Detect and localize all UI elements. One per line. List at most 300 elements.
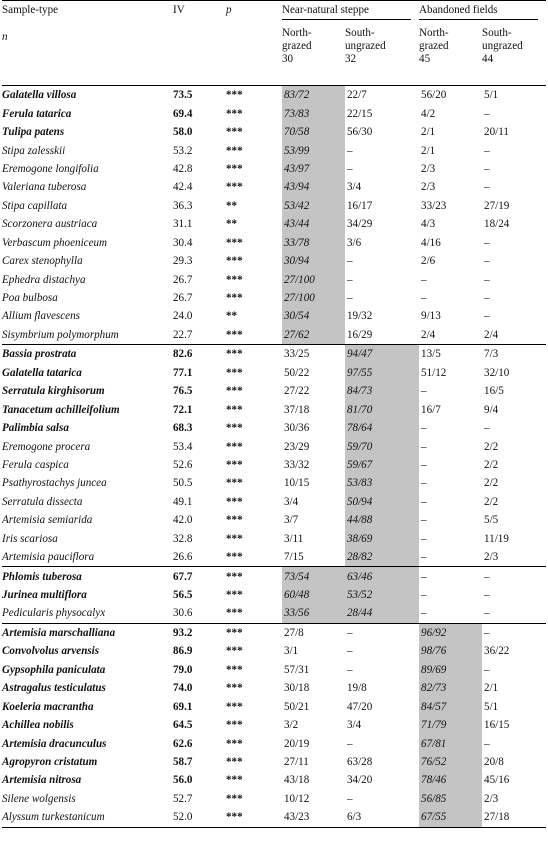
- cell-north-grazed-fields: –: [421, 532, 427, 545]
- header-col-north-grazed-fields: [419, 23, 482, 86]
- cell-south-ungrazed-fields: –: [484, 162, 490, 175]
- cell-south-ungrazed-steppe: –: [347, 792, 353, 805]
- table-row: [2, 270, 546, 288]
- species-name: Alyssum turkestanicum: [2, 811, 105, 824]
- cell-south-ungrazed-fields: 16/15: [484, 719, 510, 732]
- cell-north-grazed-steppe: 27/62: [282, 326, 345, 345]
- cell-south-ungrazed-steppe: –: [347, 273, 353, 286]
- species-name: Gypsophila paniculata: [2, 663, 106, 676]
- cell-south-ungrazed-fields: –: [484, 607, 490, 620]
- species-name: Tanacetum achilleifolium: [2, 403, 120, 416]
- table-body: [2, 86, 546, 828]
- cell-north-grazed-fields: –: [421, 495, 427, 508]
- indicator-value: 29.3: [173, 255, 193, 268]
- p-significance: ***: [226, 792, 243, 805]
- cell-north-grazed-fields: 56/85: [419, 790, 482, 808]
- species-name: Carex stenophylla: [2, 255, 83, 268]
- cell-north-grazed-fields: 76/52: [419, 753, 482, 771]
- cell-north-grazed-steppe: 83/72: [282, 86, 345, 105]
- indicator-species-table-container: [2, 0, 546, 828]
- cell-north-grazed-steppe: 57/31: [284, 663, 310, 676]
- species-name: Phlomis tuberosa: [2, 570, 82, 583]
- table-row: [2, 808, 546, 827]
- species-name: Pedicularis physocalyx: [2, 607, 106, 620]
- cell-north-grazed-fields: 89/69: [419, 661, 482, 679]
- col-su-line1: South-: [345, 27, 375, 39]
- cell-north-grazed-fields: –: [421, 422, 427, 435]
- cell-north-grazed-fields: 71/79: [419, 716, 482, 734]
- indicator-value: 22.7: [173, 328, 193, 341]
- indicator-value: 68.3: [173, 422, 193, 435]
- indicator-value: 72.1: [173, 403, 193, 416]
- p-significance: ***: [226, 719, 243, 732]
- p-significance: ***: [226, 645, 243, 658]
- cell-south-ungrazed-fields: –: [484, 310, 490, 323]
- cell-south-ungrazed-fields: 45/16: [484, 774, 510, 787]
- species-name: Poa bulbosa: [2, 292, 58, 305]
- col-an-n: 45: [419, 53, 431, 65]
- species-name: Eremogone longifolia: [2, 162, 99, 175]
- col-an-line1: North-: [419, 27, 449, 39]
- species-name: Galatella villosa: [2, 89, 77, 102]
- cell-south-ungrazed-fields: 11/19: [484, 532, 509, 545]
- table-row: [2, 141, 546, 159]
- cell-north-grazed-fields: 4/16: [421, 236, 441, 249]
- cell-north-grazed-steppe: 43/18: [284, 774, 310, 787]
- cell-north-grazed-steppe: 50/21: [284, 700, 310, 713]
- indicator-value: 42.8: [173, 162, 193, 175]
- header-group2-label: Abandoned fields: [419, 4, 538, 20]
- cell-south-ungrazed-fields: 36/22: [484, 645, 510, 658]
- cell-north-grazed-fields: 96/92: [419, 623, 482, 642]
- table-row: [2, 437, 546, 455]
- col-as-line2: ungrazed: [482, 40, 523, 52]
- cell-north-grazed-fields: –: [421, 607, 427, 620]
- table-row: [2, 511, 546, 529]
- col-ng-line2: grazed: [282, 40, 312, 52]
- cell-south-ungrazed-fields: –: [484, 589, 490, 602]
- cell-south-ungrazed-steppe: 28/44: [345, 604, 419, 623]
- cell-south-ungrazed-fields: –: [484, 422, 490, 435]
- cell-north-grazed-steppe: 27/100: [282, 270, 345, 288]
- col-as-n: 44: [482, 53, 494, 65]
- cell-south-ungrazed-fields: –: [484, 626, 490, 639]
- species-name: Tulipa patens: [2, 126, 65, 139]
- table-row: [2, 400, 546, 418]
- table-row: [2, 289, 546, 307]
- cell-north-grazed-fields: 51/12: [421, 366, 447, 379]
- cell-south-ungrazed-steppe: 47/20: [347, 700, 373, 713]
- cell-south-ungrazed-fields: –: [484, 255, 490, 268]
- indicator-value: 73.5: [173, 89, 193, 102]
- indicator-value: 76.5: [173, 385, 193, 398]
- indicator-value: 52.7: [173, 792, 193, 805]
- table-row: [2, 197, 546, 215]
- species-name: Serratula dissecta: [2, 495, 83, 508]
- indicator-value: 56.5: [173, 589, 193, 602]
- p-significance: ***: [226, 774, 243, 787]
- indicator-value: 30.4: [173, 236, 193, 249]
- col-su-n: 32: [345, 53, 357, 65]
- cell-south-ungrazed-steppe: 44/88: [345, 511, 419, 529]
- cell-south-ungrazed-fields: –: [484, 144, 490, 157]
- cell-south-ungrazed-steppe: –: [347, 162, 353, 175]
- indicator-value: 53.2: [173, 144, 193, 157]
- species-name: Galatella tatarica: [2, 366, 82, 379]
- p-significance: ***: [226, 385, 243, 398]
- p-significance: ***: [226, 403, 243, 416]
- cell-south-ungrazed-steppe: 16/17: [347, 199, 373, 212]
- cell-south-ungrazed-steppe: 50/94: [345, 493, 419, 511]
- indicator-value: 86.9: [173, 645, 193, 658]
- indicator-value: 49.1: [173, 495, 193, 508]
- cell-south-ungrazed-fields: 27/18: [484, 811, 510, 824]
- table-row: [2, 567, 546, 586]
- cell-south-ungrazed-fields: –: [484, 292, 490, 305]
- cell-south-ungrazed-fields: 5/1: [484, 700, 499, 713]
- cell-south-ungrazed-steppe: 6/3: [347, 811, 362, 824]
- cell-north-grazed-fields: 4/3: [421, 218, 436, 231]
- table-row: [2, 679, 546, 697]
- species-name: Stipa capillata: [2, 199, 68, 212]
- species-name: Silene wolgensis: [2, 792, 76, 805]
- col-ng-n: 30: [282, 53, 294, 65]
- cell-south-ungrazed-steppe: 16/29: [347, 328, 373, 341]
- cell-north-grazed-fields: 2/1: [421, 144, 436, 157]
- p-significance: ***: [226, 348, 243, 361]
- cell-north-grazed-steppe: 3/7: [284, 514, 299, 527]
- cell-south-ungrazed-fields: 32/10: [484, 366, 510, 379]
- indicator-value: 79.0: [173, 663, 193, 676]
- p-significance: ***: [226, 663, 243, 676]
- table-row: [2, 104, 546, 122]
- table-row: [2, 493, 546, 511]
- cell-north-grazed-fields: 56/20: [421, 89, 447, 102]
- indicator-value: 26.7: [173, 273, 193, 286]
- cell-south-ungrazed-steppe: 19/8: [347, 682, 367, 695]
- p-significance: ***: [226, 440, 243, 453]
- cell-south-ungrazed-steppe: 3/6: [347, 236, 362, 249]
- p-significance: ***: [226, 626, 243, 639]
- table-row: [2, 419, 546, 437]
- species-name: Sisymbrium polymorphum: [2, 328, 119, 341]
- table-row: [2, 716, 546, 734]
- indicator-value: 62.6: [173, 737, 193, 750]
- cell-north-grazed-steppe: 30/36: [284, 422, 310, 435]
- p-significance: ***: [226, 570, 243, 583]
- table-row: [2, 456, 546, 474]
- cell-north-grazed-steppe: 30/94: [282, 252, 345, 270]
- table-row: [2, 734, 546, 752]
- table-row: [2, 642, 546, 660]
- table-row: [2, 364, 546, 382]
- header-col-north-grazed-steppe: [282, 23, 345, 86]
- indicator-value: 42.0: [173, 514, 193, 527]
- table-row: [2, 345, 546, 364]
- cell-south-ungrazed-fields: 18/24: [484, 218, 510, 231]
- indicator-value: 58.0: [173, 126, 193, 139]
- p-significance: ***: [226, 682, 243, 695]
- indicator-value: 56.0: [173, 774, 193, 787]
- species-name: Koeleria macrantha: [2, 700, 94, 713]
- cell-north-grazed-fields: –: [421, 551, 427, 564]
- cell-north-grazed-fields: 9/13: [421, 310, 441, 323]
- cell-north-grazed-steppe: 27/100: [282, 289, 345, 307]
- species-name: Verbascum phoeniceum: [2, 236, 108, 249]
- cell-south-ungrazed-steppe: –: [347, 626, 353, 639]
- indicator-value: 93.2: [173, 626, 193, 639]
- p-significance: ***: [226, 328, 243, 341]
- cell-south-ungrazed-steppe: 81/70: [345, 400, 419, 418]
- cell-north-grazed-steppe: 27/11: [284, 755, 309, 768]
- cell-north-grazed-fields: 16/7: [421, 403, 441, 416]
- indicator-value: 26.7: [173, 292, 193, 305]
- cell-south-ungrazed-fields: –: [484, 181, 490, 194]
- cell-south-ungrazed-steppe: 19/32: [347, 310, 373, 323]
- p-significance: ***: [226, 811, 243, 824]
- species-name: Ephedra distachya: [2, 273, 86, 286]
- cell-south-ungrazed-steppe: 56/30: [347, 126, 373, 139]
- table-row: [2, 790, 546, 808]
- indicator-value: 50.5: [173, 477, 193, 490]
- cell-south-ungrazed-steppe: –: [347, 292, 353, 305]
- indicator-value: 32.8: [173, 532, 193, 545]
- p-significance: ***: [226, 607, 243, 620]
- species-name: Stipa zalesskii: [2, 144, 66, 157]
- species-name: Eremogone procera: [2, 440, 91, 453]
- cell-north-grazed-fields: 2/1: [421, 126, 436, 139]
- cell-north-grazed-fields: 98/76: [419, 642, 482, 660]
- indicator-value: 58.7: [173, 755, 193, 768]
- table-row: [2, 530, 546, 548]
- cell-north-grazed-steppe: 43/94: [282, 178, 345, 196]
- species-name: Convolvolus arvensis: [2, 645, 100, 658]
- cell-north-grazed-steppe: 3/11: [284, 532, 304, 545]
- indicator-value: 52.6: [173, 458, 193, 471]
- p-significance: ***: [226, 755, 243, 768]
- cell-north-grazed-fields: –: [421, 477, 427, 490]
- cell-north-grazed-fields: 4/2: [421, 107, 436, 120]
- indicator-value: 52.0: [173, 811, 193, 824]
- cell-north-grazed-steppe: 10/15: [284, 477, 310, 490]
- cell-north-grazed-fields: –: [421, 292, 427, 305]
- p-significance: ***: [226, 273, 243, 286]
- cell-south-ungrazed-fields: 9/4: [484, 403, 499, 416]
- cell-south-ungrazed-fields: –: [484, 273, 490, 286]
- cell-north-grazed-steppe: 53/42: [282, 197, 345, 215]
- cell-south-ungrazed-steppe: 63/46: [345, 567, 419, 586]
- table-row: [2, 178, 546, 196]
- p-significance: ***: [226, 458, 243, 471]
- cell-south-ungrazed-steppe: –: [347, 255, 353, 268]
- cell-north-grazed-steppe: 30/54: [282, 307, 345, 325]
- table-row: [2, 474, 546, 492]
- cell-north-grazed-fields: –: [421, 514, 427, 527]
- p-significance: ***: [226, 532, 243, 545]
- p-significance: ***: [226, 366, 243, 379]
- cell-north-grazed-steppe: 43/23: [284, 811, 310, 824]
- p-significance: ***: [226, 737, 243, 750]
- cell-north-grazed-steppe: 70/58: [282, 123, 345, 141]
- table-row: [2, 215, 546, 233]
- p-significance: ***: [226, 236, 243, 249]
- cell-south-ungrazed-fields: 20/11: [484, 126, 509, 139]
- cell-south-ungrazed-steppe: 94/47: [345, 345, 419, 364]
- species-name: Artemisia nitrosa: [2, 774, 82, 787]
- species-name: Palimbia salsa: [2, 422, 69, 435]
- cell-south-ungrazed-steppe: 3/4: [347, 719, 362, 732]
- cell-south-ungrazed-fields: 2/4: [484, 328, 499, 341]
- header-n: n: [2, 31, 8, 43]
- header-empty-p: [226, 23, 282, 86]
- cell-north-grazed-steppe: 53/99: [282, 141, 345, 159]
- table-row: [2, 123, 546, 141]
- cell-north-grazed-steppe: 37/18: [284, 403, 310, 416]
- cell-north-grazed-steppe: 33/32: [284, 458, 310, 471]
- cell-north-grazed-steppe: 27/22: [284, 385, 310, 398]
- indicator-value: 24.0: [173, 310, 193, 323]
- cell-north-grazed-steppe: 60/48: [282, 586, 345, 604]
- cell-north-grazed-steppe: 33/56: [282, 604, 345, 623]
- table-row: [2, 753, 546, 771]
- cell-north-grazed-fields: 78/46: [419, 771, 482, 789]
- col-su-line2: ungrazed: [345, 40, 386, 52]
- cell-south-ungrazed-steppe: 63/28: [347, 755, 373, 768]
- p-significance: **: [226, 218, 238, 231]
- header-col-south-ungrazed-steppe: [345, 23, 419, 86]
- species-name: Artemisia dracunculus: [2, 737, 107, 750]
- p-significance: ***: [226, 292, 243, 305]
- p-significance: ***: [226, 477, 243, 490]
- cell-south-ungrazed-steppe: –: [347, 645, 353, 658]
- indicator-value: 69.4: [173, 107, 193, 120]
- p-significance: ***: [226, 700, 243, 713]
- cell-north-grazed-steppe: 50/22: [284, 366, 310, 379]
- p-significance: ***: [226, 495, 243, 508]
- species-name: Valeriana tuberosa: [2, 181, 87, 194]
- indicator-value: 36.3: [173, 199, 193, 212]
- cell-south-ungrazed-fields: –: [484, 663, 490, 676]
- cell-south-ungrazed-fields: 2/2: [484, 495, 499, 508]
- cell-north-grazed-steppe: 7/15: [284, 551, 304, 564]
- indicator-value: 67.7: [173, 570, 193, 583]
- indicator-value: 74.0: [173, 682, 193, 695]
- p-significance: ***: [226, 162, 243, 175]
- cell-south-ungrazed-steppe: –: [347, 737, 353, 750]
- cell-north-grazed-fields: –: [421, 273, 427, 286]
- cell-south-ungrazed-steppe: 3/4: [347, 181, 362, 194]
- p-significance: ***: [226, 255, 243, 268]
- header-p: p: [226, 4, 232, 16]
- cell-south-ungrazed-fields: –: [484, 570, 490, 583]
- header-group1-label: Near-natural steppe: [282, 4, 411, 20]
- indicator-value: 77.1: [173, 366, 193, 379]
- cell-north-grazed-steppe: 43/97: [282, 160, 345, 178]
- header-sample-type: Sample-type: [2, 4, 59, 16]
- cell-north-grazed-fields: 67/55: [419, 808, 482, 827]
- cell-south-ungrazed-steppe: 78/64: [345, 419, 419, 437]
- p-significance: ***: [226, 126, 243, 139]
- table-row: [2, 771, 546, 789]
- cell-north-grazed-fields: –: [421, 385, 427, 398]
- species-name: Ferula caspica: [2, 458, 69, 471]
- cell-south-ungrazed-fields: 2/3: [484, 792, 499, 805]
- col-ng-line1: North-: [282, 27, 312, 39]
- p-significance: ***: [226, 89, 243, 102]
- cell-south-ungrazed-fields: 2/3: [484, 551, 499, 564]
- cell-south-ungrazed-steppe: 38/69: [345, 530, 419, 548]
- cell-south-ungrazed-fields: 27/19: [484, 199, 510, 212]
- indicator-value: 31.1: [173, 218, 193, 231]
- cell-north-grazed-steppe: 27/8: [284, 626, 304, 639]
- indicator-value: 42.4: [173, 181, 193, 194]
- cell-south-ungrazed-fields: 16/5: [484, 385, 504, 398]
- species-name: Jurinea multiflora: [2, 589, 87, 602]
- cell-south-ungrazed-steppe: 59/70: [345, 437, 419, 455]
- cell-north-grazed-steppe: 33/78: [282, 234, 345, 252]
- species-name: Allium flavescens: [2, 310, 80, 323]
- table-row: [2, 234, 546, 252]
- species-name: Iris scariosa: [2, 532, 58, 545]
- cell-south-ungrazed-steppe: 84/73: [345, 382, 419, 400]
- cell-south-ungrazed-fields: 7/3: [484, 348, 499, 361]
- cell-north-grazed-fields: 2/3: [421, 162, 436, 175]
- p-significance: ***: [226, 107, 243, 120]
- cell-south-ungrazed-steppe: 34/29: [347, 218, 373, 231]
- cell-north-grazed-fields: –: [421, 570, 427, 583]
- cell-south-ungrazed-steppe: 97/55: [345, 364, 419, 382]
- table-row: [2, 160, 546, 178]
- table-row: [2, 604, 546, 623]
- cell-south-ungrazed-fields: 2/2: [484, 458, 499, 471]
- cell-north-grazed-steppe: 30/18: [284, 682, 310, 695]
- cell-north-grazed-fields: 2/4: [421, 328, 436, 341]
- p-significance: **: [226, 199, 238, 212]
- cell-south-ungrazed-steppe: 22/15: [347, 107, 373, 120]
- cell-north-grazed-fields: 82/73: [419, 679, 482, 697]
- p-significance: ***: [226, 144, 243, 157]
- cell-south-ungrazed-fields: –: [484, 107, 490, 120]
- indicator-value: 64.5: [173, 719, 193, 732]
- cell-north-grazed-fields: 84/57: [419, 697, 482, 715]
- cell-south-ungrazed-fields: 5/1: [484, 89, 499, 102]
- cell-north-grazed-fields: –: [421, 458, 427, 471]
- indicator-value: 30.6: [173, 607, 193, 620]
- p-significance: **: [226, 310, 238, 323]
- species-name: Psathyrostachys juncea: [2, 477, 107, 490]
- cell-south-ungrazed-steppe: 59/67: [345, 456, 419, 474]
- cell-south-ungrazed-fields: 20/8: [484, 755, 504, 768]
- cell-north-grazed-steppe: 20/19: [284, 737, 310, 750]
- cell-south-ungrazed-fields: 5/5: [484, 514, 499, 527]
- table-row: [2, 548, 546, 567]
- cell-north-grazed-steppe: 73/54: [282, 567, 345, 586]
- p-significance: ***: [226, 551, 243, 564]
- cell-north-grazed-fields: –: [421, 589, 427, 602]
- table-row: [2, 326, 546, 345]
- table-row: [2, 382, 546, 400]
- indicator-value: 82.6: [173, 348, 193, 361]
- cell-north-grazed-steppe: 10/12: [284, 792, 310, 805]
- cell-north-grazed-steppe: 73/83: [282, 104, 345, 122]
- species-name: Artemisia marschalliana: [2, 626, 116, 639]
- cell-north-grazed-steppe: 23/29: [284, 440, 310, 453]
- cell-north-grazed-steppe: 3/1: [284, 645, 299, 658]
- header-col-south-ungrazed-fields: [482, 23, 546, 86]
- cell-south-ungrazed-steppe: –: [347, 144, 353, 157]
- cell-south-ungrazed-fields: 2/2: [484, 440, 499, 453]
- cell-north-grazed-steppe: 43/44: [282, 215, 345, 233]
